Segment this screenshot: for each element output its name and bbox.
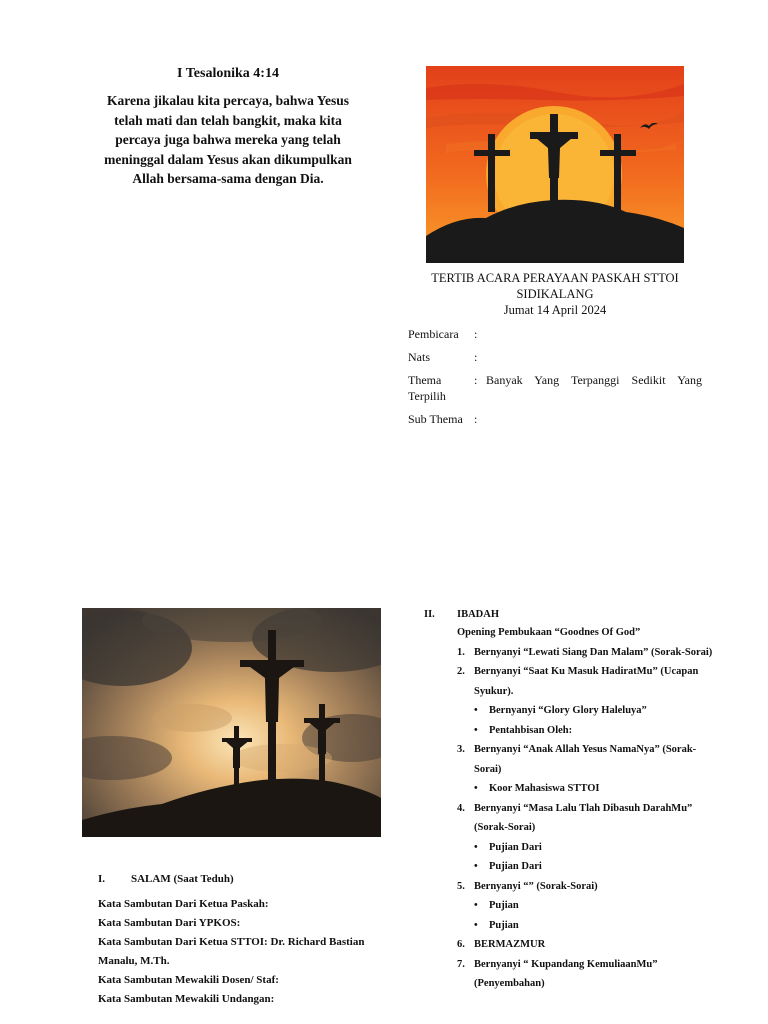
salam-line: Kata Sambutan Mewakili Dosen/ Staf: (98, 974, 279, 986)
section-heading: SALAM (Saat Teduh) (131, 873, 234, 885)
info-value (486, 326, 702, 342)
section-numeral: I. (98, 873, 106, 885)
list-item (457, 935, 714, 955)
info-colon: : (474, 327, 478, 341)
info-value (486, 349, 702, 365)
sub-item: • Pentahbisan Oleh: (457, 721, 714, 741)
list-item (457, 643, 714, 663)
sub-item: • Pujian Dari (457, 838, 714, 858)
info-row-pembicara (408, 326, 702, 342)
salam-line: Kata Sambutan Mewakili Undangan: (98, 993, 275, 1005)
section-salam (98, 871, 398, 1009)
opening-line: Opening Pembukaan “Goodnes Of God” (457, 627, 641, 638)
sub-list (457, 701, 714, 740)
event-title-line1: TERTIB ACARA PERAYAAN PASKAH STTOI (431, 271, 679, 285)
cloudy-crosses-photo (82, 608, 381, 837)
sunset-crosses-illustration (426, 66, 684, 263)
salam-line: Kata Sambutan Dari Ketua Paskah: (98, 898, 269, 910)
info-row-nats (408, 349, 702, 365)
item-number: 6. (457, 939, 465, 950)
item-text: BERMAZMUR (474, 939, 546, 950)
info-label: Thema (408, 373, 442, 387)
item-text: Bernyanyi “Lewati Siang Dan Malam” (Sorak-Sorai) (474, 646, 713, 658)
item-number: 1. (457, 646, 465, 658)
event-title-line2: SIDIKALANG (516, 287, 594, 301)
sub-item: • Pujian Dari (457, 857, 714, 877)
list-item (457, 662, 714, 701)
item-text: Bernyanyi “Anak Allah Yesus NamaNya” (Sorak-Sorai) (474, 744, 697, 775)
salam-line: Kata Sambutan Dari YPKOS: (98, 917, 241, 929)
list-item (457, 877, 714, 897)
event-date: Jumat 14 April 2024 (503, 303, 607, 317)
sub-list (457, 838, 714, 877)
list-item (457, 740, 714, 779)
item-text: Bernyanyi “Masa Lalu Tlah Dibasuh DarahMu” (Sorak-Sorai) (474, 802, 693, 833)
salam-lines (98, 895, 398, 1009)
sub-item: • Pujian (457, 916, 714, 936)
info-colon: : (474, 373, 478, 387)
item-number: 2. (457, 666, 465, 677)
verse-text: Karena jikalau kita percaya, bahwa Yesus telah mati dan telah bangkit, maka kita percaya juga bahwa mereka yang telah meninggal dalam Yesus akan dikumpulkan Allah bersama-sama dengan Dia. (104, 93, 352, 187)
title-block (408, 270, 702, 318)
list-item (457, 955, 714, 994)
item-number: 3. (457, 744, 465, 755)
item-text: Bernyanyi “ Kupandang KemuliaanMu” (Penyembahan) (474, 958, 658, 989)
info-colon: : (474, 412, 478, 426)
section-numeral: II. (424, 609, 435, 620)
info-label: Nats (408, 350, 430, 364)
section-ibadah (424, 607, 714, 994)
info-row-subthema (408, 411, 702, 427)
info-label: Pembicara (408, 327, 459, 341)
item-number: 4. (457, 802, 465, 814)
info-value-thema: Banyak Yang Terpanggi Sedikit Yang Terpilih (408, 373, 702, 403)
info-label: Sub Thema (408, 412, 463, 426)
info-row-thema (408, 372, 702, 404)
info-colon: : (474, 350, 478, 364)
sub-list (457, 896, 714, 935)
list-item (457, 799, 714, 838)
verse-reference: I Tesalonika 4:14 (177, 66, 279, 81)
section-heading: IBADAH (457, 609, 500, 620)
sub-item: • Bernyanyi “Glory Glory Haleluya” (457, 701, 714, 721)
info-value (486, 411, 702, 427)
item-text: Bernyanyi “” (Sorak-Sorai) (474, 880, 598, 892)
sub-list (457, 779, 714, 799)
sub-item: • Pujian (457, 896, 714, 916)
item-number: 5. (457, 880, 465, 892)
salam-line: Kata Sambutan Dari Ketua STTOI: Dr. Richard Bastian Manalu, M.Th. (98, 936, 365, 967)
sub-item: • Koor Mahasiswa STTOI (457, 779, 714, 799)
item-number: 7. (457, 958, 465, 970)
ibadah-list (457, 643, 714, 994)
item-text: Bernyanyi “Saat Ku Masuk HadiratMu” (Ucapan Syukur). (474, 666, 699, 697)
